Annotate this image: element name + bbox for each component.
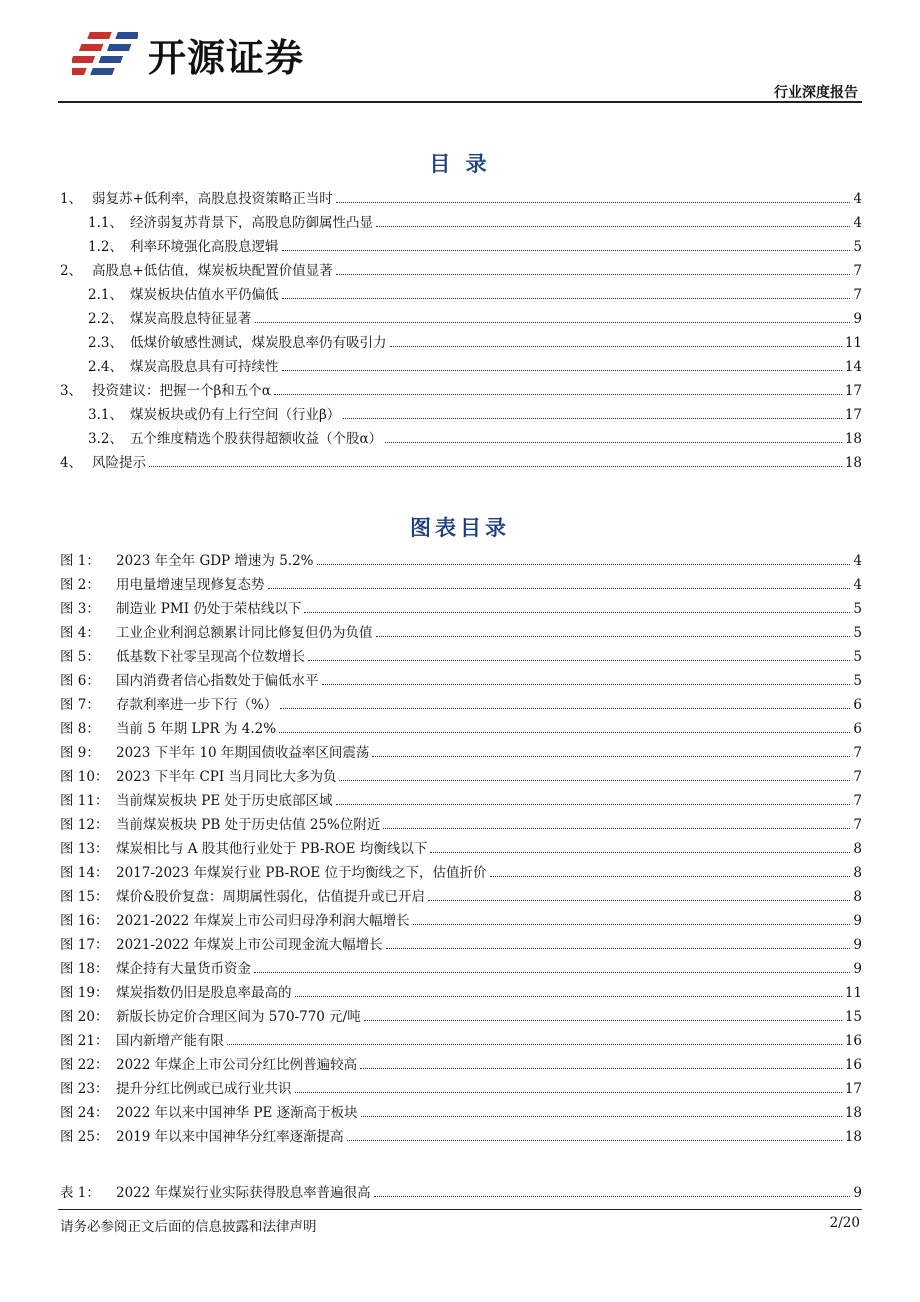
figure-entry[interactable]	[60, 642, 862, 666]
figure-entry[interactable]	[60, 762, 862, 786]
figure-entry-page: 7	[853, 817, 862, 833]
toc-entry-leader	[385, 442, 842, 443]
figure-entry-page: 4	[853, 577, 862, 593]
figure-entry-page: 8	[853, 865, 862, 881]
figure-entry-title: 工业企业利润总额累计同比修复但仍为负值	[116, 625, 373, 641]
figure-entry-page: 5	[853, 673, 862, 689]
figure-entry[interactable]	[60, 810, 862, 834]
figure-entry-number: 图 9：	[60, 745, 100, 761]
figure-entry-number: 图 15：	[60, 889, 109, 905]
toc-entry-number: 2.4、	[88, 359, 123, 375]
figure-entry-leader	[372, 756, 850, 757]
figure-entry-page: 16	[844, 1033, 862, 1049]
figure-entry[interactable]	[60, 906, 862, 930]
toc-entry-number: 3.2、	[88, 431, 123, 447]
figure-entry-page: 5	[853, 649, 862, 665]
figure-entry[interactable]	[60, 882, 862, 906]
toc-entry-leader	[376, 226, 850, 227]
toc-entry[interactable]	[60, 424, 862, 448]
figure-entry-page: 7	[853, 745, 862, 761]
figure-entry-page: 5	[853, 601, 862, 617]
toc-entry-page: 17	[844, 383, 862, 399]
figure-entry-page: 6	[853, 697, 862, 713]
figure-entry-title: 煤企持有大量货币资金	[116, 961, 251, 977]
table-entry-title: 2022 年煤炭行业实际获得股息率普遍很高	[116, 1185, 371, 1201]
toc-entry-leader	[255, 322, 851, 323]
toc-entry-leader	[336, 274, 851, 275]
figure-entry-page: 7	[853, 793, 862, 809]
figure-entry-title: 2023 下半年 CPI 当月同比大多为负	[116, 769, 337, 785]
figure-entry-number: 图 23：	[60, 1081, 109, 1097]
footer-disclaimer: 请务必参阅正文后面的信息披露和法律声明	[60, 1219, 317, 1235]
figure-entry-title: 当前煤炭板块 PE 处于历史底部区域	[116, 793, 333, 809]
toc-entry-page: 5	[853, 239, 862, 255]
report-type-label: 行业深度报告	[774, 85, 858, 101]
toc-title: 目 录	[429, 152, 491, 176]
figure-entry-leader	[295, 996, 842, 997]
figure-entry-number: 图 13：	[60, 841, 109, 857]
figure-entry-page: 18	[844, 1105, 862, 1121]
toc-entry-title: 弱复苏+低利率，高股息投资策略正当时	[92, 191, 333, 207]
toc-entry-leader	[343, 418, 842, 419]
toc-entry[interactable]	[60, 328, 862, 352]
toc-entry-page: 18	[844, 431, 862, 447]
toc-entry-number: 1、	[60, 191, 83, 207]
figure-entry-page: 15	[844, 1009, 862, 1025]
table-entry[interactable]	[60, 1178, 862, 1202]
figure-entry-number: 图 17：	[60, 937, 109, 953]
figure-entry-page: 9	[853, 913, 862, 929]
figure-entry[interactable]	[60, 1122, 862, 1146]
figure-entry-number: 图 4：	[60, 625, 100, 641]
toc-entry-number: 3、	[60, 383, 83, 399]
toc-entry-title: 煤炭板块或仍有上行空间（行业β）	[130, 407, 341, 423]
figure-entry-title: 提升分红比例或已成行业共识	[116, 1081, 292, 1097]
figure-entry-leader	[347, 1140, 842, 1141]
figure-entry-title: 2022 年煤企上市公司分红比例普遍较高	[116, 1057, 358, 1073]
figure-entry[interactable]	[60, 1098, 862, 1122]
figure-entry-number: 图 11：	[60, 793, 109, 809]
figure-entry[interactable]	[60, 786, 862, 810]
figure-entry[interactable]	[60, 618, 862, 642]
toc-entry[interactable]	[60, 352, 862, 376]
toc-entry-page: 4	[853, 215, 862, 231]
toc-entry-number: 2.2、	[88, 311, 123, 327]
figure-entry-number: 图 22：	[60, 1057, 109, 1073]
figure-entry[interactable]	[60, 1026, 862, 1050]
figure-entry-leader	[339, 780, 850, 781]
figure-entry-page: 5	[853, 625, 862, 641]
figure-entry[interactable]	[60, 714, 862, 738]
figure-entry-title: 存款利率进一步下行（%）	[116, 697, 278, 713]
brand-logo	[72, 24, 304, 84]
toc-entry[interactable]	[60, 280, 862, 304]
figure-entry-page: 18	[844, 1129, 862, 1145]
toc-entry-page: 14	[844, 359, 862, 375]
figure-entry-leader	[376, 636, 851, 637]
toc-entry-leader	[282, 298, 851, 299]
figure-entry-title: 煤价&股价复盘：周期属性弱化，估值提升或已开启	[116, 889, 426, 905]
toc-entry-leader	[282, 250, 851, 251]
figure-entry-page: 16	[844, 1057, 862, 1073]
toc-entry-page: 17	[844, 407, 862, 423]
header-divider	[58, 101, 862, 103]
toc-entry-title: 煤炭高股息具有可持续性	[130, 359, 279, 375]
toc-entry-page: 9	[853, 311, 862, 327]
toc-entry-leader	[274, 394, 842, 395]
toc-entry-title: 低煤价敏感性测试，煤炭股息率仍有吸引力	[130, 335, 387, 351]
figure-entry-number: 图 7：	[60, 697, 100, 713]
figure-entry-title: 低基数下社零呈现高个位数增长	[116, 649, 305, 665]
figure-entry-page: 9	[853, 961, 862, 977]
toc-entry-number: 2、	[60, 263, 83, 279]
toc-entry-title: 煤炭板块估值水平仍偏低	[130, 287, 279, 303]
figure-entry-leader	[386, 948, 851, 949]
figure-entry-page: 17	[844, 1081, 862, 1097]
figure-entry-page: 8	[853, 841, 862, 857]
figure-entry-title: 煤炭指数仍旧是股息率最高的	[116, 985, 292, 1001]
footer-divider	[58, 1209, 862, 1210]
table-entry-page: 9	[853, 1185, 862, 1201]
figure-entry[interactable]	[60, 858, 862, 882]
figure-entry[interactable]	[60, 570, 862, 594]
toc-list	[60, 184, 862, 472]
figure-entry-number: 图 18：	[60, 961, 109, 977]
figure-entry-title: 当前煤炭板块 PB 处于历史估值 25%位附近	[116, 817, 381, 833]
figure-entry-number: 图 21：	[60, 1033, 109, 1049]
tables-toc-list	[60, 1178, 862, 1202]
toc-entry-page: 4	[853, 191, 862, 207]
table-entry-leader	[374, 1196, 851, 1197]
figure-entry[interactable]	[60, 1002, 862, 1026]
figure-entry[interactable]	[60, 1074, 862, 1098]
figure-entry-title: 新版长协定价合理区间为 570-770 元/吨	[116, 1009, 361, 1025]
toc-entry-leader	[282, 370, 842, 371]
figure-entry-title: 2021-2022 年煤炭上市公司归母净利润大幅增长	[116, 913, 410, 929]
toc-entry-leader	[149, 466, 842, 467]
figures-toc-list	[60, 546, 862, 1146]
figure-entry-number: 图 25：	[60, 1129, 109, 1145]
figure-entry-leader	[361, 1116, 842, 1117]
figure-entry-leader	[428, 900, 850, 901]
toc-entry[interactable]	[60, 376, 862, 400]
figure-entry-title: 国内消费者信心指数处于偏低水平	[116, 673, 319, 689]
table-entry-number: 表 1：	[60, 1185, 100, 1201]
toc-entry-title: 煤炭高股息特征显著	[130, 311, 252, 327]
toc-entry[interactable]	[60, 208, 862, 232]
figure-entry[interactable]	[60, 666, 862, 690]
figure-entry-page: 7	[853, 769, 862, 785]
toc-entry[interactable]	[60, 256, 862, 280]
figure-entry-title: 煤炭相比与 A 股其他行业处于 PB-ROE 均衡线以下	[116, 841, 428, 857]
figure-entry-page: 8	[853, 889, 862, 905]
figure-entry-leader	[413, 924, 851, 925]
toc-entry[interactable]	[60, 448, 862, 472]
figure-entry-page: 11	[844, 985, 862, 1001]
toc-entry-number: 1.1、	[88, 215, 123, 231]
toc-entry-title: 经济弱复苏背景下，高股息防御属性凸显	[130, 215, 373, 231]
toc-entry-number: 4、	[60, 455, 83, 471]
toc-entry-title: 利率环境强化高股息逻辑	[130, 239, 279, 255]
figure-entry-number: 图 24：	[60, 1105, 109, 1121]
figure-entry-title: 国内新增产能有限	[116, 1033, 224, 1049]
toc-entry-leader	[336, 202, 851, 203]
figure-entry-title: 制造业 PMI 仍处于荣枯线以下	[116, 601, 302, 617]
footer-page-number: 2/20	[829, 1215, 860, 1231]
figure-entry[interactable]	[60, 978, 862, 1002]
figure-entry[interactable]	[60, 738, 862, 762]
figure-entry-page: 6	[853, 721, 862, 737]
figure-entry-leader	[268, 588, 851, 589]
figure-entry[interactable]	[60, 546, 862, 570]
brand-name: 开源证券	[148, 35, 305, 80]
toc-entry[interactable]	[60, 304, 862, 328]
toc-entry-leader	[390, 346, 842, 347]
figure-entry-leader	[254, 972, 850, 973]
figure-entry-number: 图 2：	[60, 577, 100, 593]
toc-entry[interactable]	[60, 400, 862, 424]
figure-entry-number: 图 8：	[60, 721, 100, 737]
toc-entry-title: 五个维度精选个股获得超额收益（个股α）	[130, 431, 383, 447]
toc-entry-number: 2.1、	[88, 287, 123, 303]
figure-entry-leader	[336, 804, 851, 805]
toc-entry[interactable]	[60, 184, 862, 208]
toc-entry-number: 3.1、	[88, 407, 123, 423]
figure-entry-title: 2019 年以来中国神华分红率逐渐提高	[116, 1129, 344, 1145]
figure-entry-leader	[280, 708, 850, 709]
figure-entry-leader	[227, 1044, 842, 1045]
toc-entry-page: 11	[844, 335, 862, 351]
figure-entry-title: 2023 下半年 10 年期国债收益率区间震荡	[116, 745, 370, 761]
figure-entry-page: 4	[853, 553, 862, 569]
figure-entry-page: 9	[853, 937, 862, 953]
toc-entry-title: 投资建议：把握一个β和五个α	[92, 383, 271, 399]
figure-entry[interactable]	[60, 690, 862, 714]
toc-entry-title: 风险提示	[92, 455, 146, 471]
toc-entry-page: 18	[844, 455, 862, 471]
figure-entry-title: 2023 年全年 GDP 增速为 5.2%	[116, 553, 314, 569]
figure-entry-leader	[308, 660, 850, 661]
toc-entry-page: 7	[853, 263, 862, 279]
toc-entry-title: 高股息+低估值，煤炭板块配置价值显著	[92, 263, 333, 279]
figure-entry-leader	[364, 1020, 842, 1021]
figure-entry-leader	[317, 564, 851, 565]
figure-entry[interactable]	[60, 594, 862, 618]
figures-toc-title: 图表目录	[410, 516, 510, 540]
figure-entry-number: 图 12：	[60, 817, 109, 833]
figure-entry-title: 2021-2022 年煤炭上市公司现金流大幅增长	[116, 937, 383, 953]
figure-entry-title: 2017-2023 年煤炭行业 PB-ROE 位于均衡线之下，估值折价	[116, 865, 487, 881]
figure-entry-leader	[295, 1092, 842, 1093]
figure-entry[interactable]	[60, 1050, 862, 1074]
figure-entry-leader	[430, 852, 850, 853]
figure-entry[interactable]	[60, 954, 862, 978]
figure-entry-number: 图 16：	[60, 913, 109, 929]
toc-entry-page: 7	[853, 287, 862, 303]
figure-entry-number: 图 3：	[60, 601, 100, 617]
figure-entry-leader	[304, 612, 850, 613]
figure-entry-number: 图 20：	[60, 1009, 109, 1025]
figure-entry-leader	[279, 732, 850, 733]
toc-entry-number: 2.3、	[88, 335, 123, 351]
figure-entry-number: 图 19：	[60, 985, 109, 1001]
figure-entry-title: 2022 年以来中国神华 PE 逐渐高于板块	[116, 1105, 358, 1121]
figure-entry-leader	[360, 1068, 842, 1069]
toc-entry[interactable]	[60, 232, 862, 256]
figure-entry-title: 用电量增速呈现修复态势	[116, 577, 265, 593]
figure-entry-number: 图 6：	[60, 673, 100, 689]
figure-entry-number: 图 5：	[60, 649, 100, 665]
figure-entry-number: 图 14：	[60, 865, 109, 881]
page-header	[0, 0, 920, 110]
figure-entry[interactable]	[60, 834, 862, 858]
figure-entry-number: 图 1：	[60, 553, 100, 569]
toc-entry-number: 1.2、	[88, 239, 123, 255]
brand-logo-icon	[72, 26, 138, 82]
figure-entry-leader	[322, 684, 851, 685]
figure-entry-leader	[383, 828, 850, 829]
figure-entry-number: 图 10：	[60, 769, 109, 785]
figure-entry[interactable]	[60, 930, 862, 954]
figure-entry-title: 当前 5 年期 LPR 为 4.2%	[116, 721, 277, 737]
figure-entry-leader	[490, 876, 851, 877]
